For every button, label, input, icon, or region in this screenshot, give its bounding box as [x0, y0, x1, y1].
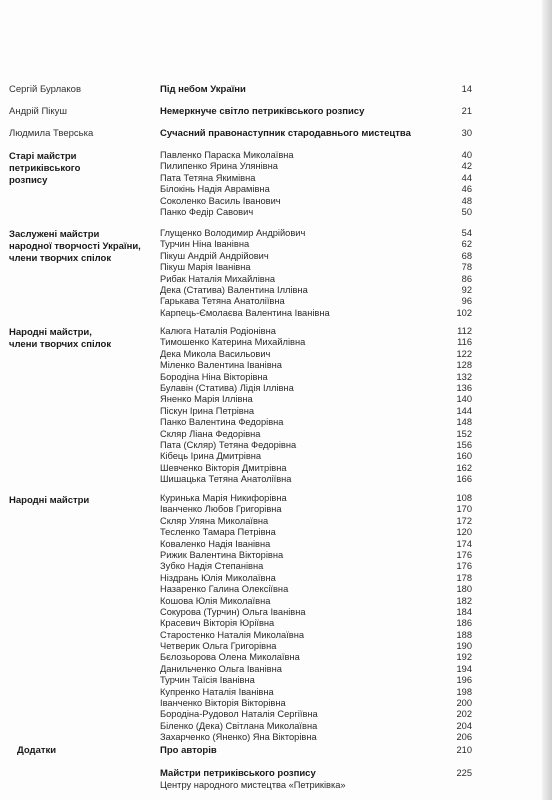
master-name: Старостенко Наталія Миколаївна	[160, 629, 305, 640]
page-number: 78	[461, 262, 472, 273]
page-number: 144	[456, 405, 472, 416]
page-number: 186	[456, 618, 472, 629]
page-number: 102	[456, 307, 472, 318]
page-number: 140	[456, 394, 472, 405]
page-number: 92	[461, 284, 472, 295]
page-number: 162	[456, 462, 472, 473]
master-name: Захарченко (Яненко) Яна Вікторівна	[160, 732, 317, 743]
master-name: Кошова Юлія Миколаївна	[160, 595, 271, 606]
master-name: Пилипенко Ярина Улянівна	[160, 161, 278, 172]
list-item	[0, 285, 552, 296]
list-item	[0, 573, 552, 584]
list-item	[0, 463, 552, 474]
page-number: 120	[456, 527, 472, 538]
section-label-line: Заслужені майстри	[9, 229, 100, 240]
appendix-title: Майстри петриківського розпису	[160, 768, 316, 779]
appendix-title: Про авторів	[160, 745, 217, 756]
list-item	[0, 709, 552, 720]
master-name: Іванченко Вікторія Вікторівна	[160, 698, 286, 709]
page-number: 62	[461, 239, 472, 250]
list-item	[0, 383, 552, 394]
page-number: 54	[461, 228, 472, 238]
list-item	[0, 228, 552, 239]
list-item	[0, 337, 552, 348]
section-label-line: Народні майстри	[9, 495, 90, 506]
author-name: Андрій Пікуш	[9, 106, 68, 117]
list-item	[0, 721, 552, 732]
list-item	[0, 618, 552, 629]
page-number: 182	[456, 595, 472, 606]
master-name: Панко Федір Савович	[160, 206, 254, 217]
list-item	[0, 561, 552, 572]
page-edge-shadow	[542, 0, 552, 800]
page-number: 192	[456, 652, 472, 663]
page-number: 166	[456, 474, 472, 485]
master-name: Бєлозьорова Олена Миколаївна	[160, 652, 300, 663]
page-number: 44	[461, 172, 472, 183]
appendix-label: Додатки	[17, 745, 57, 756]
list-item	[0, 326, 552, 337]
section-entry-list	[0, 326, 552, 485]
master-name: Красевич Вікторія Юріївна	[160, 618, 275, 629]
master-name: Яненко Марія Іллівна	[160, 394, 253, 405]
master-name: Тесленко Тамара Петрівна	[160, 527, 276, 538]
list-item	[0, 173, 552, 184]
page-number: 176	[456, 561, 472, 572]
master-name: Булавін (Статива) Лідія Іллівна	[160, 382, 294, 393]
master-name: Бородіна-Рудовол Наталія Сергіївна	[160, 709, 318, 720]
page-number: 206	[456, 732, 472, 743]
page-number: 174	[456, 538, 472, 549]
page-number: 96	[461, 296, 472, 307]
master-name: Турчин Таїсія Іванівна	[160, 675, 255, 686]
essay-title: Сучасний правонаступник стародавнього мистецтва	[160, 128, 411, 139]
list-item	[0, 372, 552, 383]
master-name: Міленко Валентина Іванівна	[160, 360, 282, 371]
list-item	[0, 687, 552, 698]
page-number: 176	[456, 549, 472, 560]
list-item	[0, 274, 552, 285]
list-item	[0, 262, 552, 273]
page-number: 40	[461, 150, 472, 160]
page-number: 136	[456, 382, 472, 393]
master-name: Рибак Наталія Михайлівна	[160, 273, 276, 284]
master-name: Ніздрань Юлія Миколаївна	[160, 572, 276, 583]
list-item	[0, 698, 552, 709]
master-name: Іванченко Любов Григорівна	[160, 504, 282, 515]
list-item	[0, 308, 552, 319]
master-name: Пікуш Марія Іванівна	[160, 262, 251, 273]
list-item	[0, 550, 552, 561]
master-name: Пата (Скляр) Тетяна Федорівна	[160, 439, 297, 450]
page-number: 116	[457, 337, 472, 348]
page-number: 204	[456, 720, 472, 731]
page-number: 194	[456, 663, 472, 674]
master-name: Калюга Наталія Родіонівна	[160, 326, 276, 336]
list-item	[0, 296, 552, 307]
list-item	[0, 406, 552, 417]
list-item	[0, 596, 552, 607]
master-name: Біленко (Дека) Світлана Миколаївна	[160, 720, 318, 731]
master-name: Скляр Уляна Миколаївна	[160, 515, 269, 526]
page-number: 42	[461, 161, 472, 172]
section-entry-list	[0, 228, 552, 319]
master-name: Данильченко Ольга Іванівна	[160, 663, 282, 674]
page-number: 108	[456, 493, 472, 503]
master-name: Турчин Ніна Іванівна	[160, 239, 250, 250]
master-name: Панко Валентина Федорівна	[160, 417, 284, 428]
master-name: Пата Тетяна Якимівна	[160, 172, 256, 183]
list-item	[0, 161, 552, 172]
master-name: Павленко Параска Миколаївна	[160, 150, 294, 160]
master-name: Шевченко Вікторія Дмитрівна	[160, 462, 287, 473]
master-name: Назаренко Галина Олексіївна	[160, 584, 289, 595]
master-name: Дека (Статива) Валентина Іллівна	[160, 284, 308, 295]
list-item	[0, 184, 552, 195]
master-name: Білокінь Надія Аврамівна	[160, 184, 270, 195]
master-name: Пікуш Андрій Андрійович	[160, 250, 269, 261]
page-number: 210	[456, 745, 472, 755]
page-number: 21	[461, 106, 472, 116]
page-number: 122	[456, 348, 472, 359]
page-number: 152	[456, 428, 472, 439]
master-name: Четверик Ольга Григорівна	[160, 641, 277, 652]
appendix-subtitle: Центру народного мистецтва «Петриківка»	[160, 780, 346, 790]
master-name: Скляр Ліана Федорівна	[160, 428, 261, 439]
master-name: Коваленко Надія Іванівна	[160, 538, 271, 549]
master-name: Гарькава Тетяна Анатоліївна	[160, 296, 285, 307]
page-number: 128	[456, 360, 472, 371]
section-label-line: петриківського	[9, 163, 81, 174]
list-item	[0, 493, 552, 504]
master-name: Піскун Ірина Петрівна	[160, 405, 255, 416]
page-number: 112	[457, 326, 472, 336]
page-number: 170	[456, 504, 472, 515]
master-name: Шишацька Тетяна Анатоліївна	[160, 474, 292, 485]
master-name: Тимошенко Катерина Михайлівна	[160, 337, 306, 348]
section-entry-list	[0, 493, 552, 744]
master-name: Зубко Надія Степанівна	[160, 561, 264, 572]
list-item	[0, 630, 552, 641]
author-name: Сергій Бурлаков	[9, 84, 81, 95]
page-number: 200	[456, 698, 472, 709]
page-number: 132	[456, 371, 472, 382]
page-number: 198	[456, 686, 472, 697]
section-label-line: Народні майстри,	[9, 327, 92, 338]
list-item	[0, 516, 552, 527]
page-number: 225	[456, 768, 472, 778]
list-item	[0, 451, 552, 462]
page-number: 178	[456, 572, 472, 583]
list-item	[0, 675, 552, 686]
page-number: 156	[456, 439, 472, 450]
page-number: 188	[456, 629, 472, 640]
master-name: Купренко Наталія Іванівна	[160, 686, 274, 697]
page-number: 202	[456, 709, 472, 720]
essay-title: Під небом України	[160, 84, 246, 95]
page-number: 48	[461, 195, 472, 206]
master-name: Кібець Ірина Дмитрівна	[160, 451, 262, 462]
list-item	[0, 504, 552, 515]
page-number: 30	[461, 128, 472, 138]
page-number: 148	[456, 417, 472, 428]
page-number: 68	[461, 250, 472, 261]
section-label-line: члени творчих спілок	[9, 253, 112, 264]
list-item	[0, 539, 552, 550]
master-name: Бородіна Ніна Вікторівна	[160, 371, 268, 382]
page-number: 196	[456, 675, 472, 686]
list-item	[0, 474, 552, 485]
page-number: 172	[456, 515, 472, 526]
list-item	[0, 207, 552, 218]
page-number: 46	[461, 184, 472, 195]
page-number: 184	[456, 606, 472, 617]
list-item	[0, 732, 552, 743]
list-item	[0, 239, 552, 250]
list-item	[0, 251, 552, 262]
master-name: Соколенко Василь Іванович	[160, 195, 281, 206]
list-item	[0, 527, 552, 538]
list-item	[0, 360, 552, 371]
master-name: Глущенко Володимир Андрійович	[160, 228, 306, 238]
list-item	[0, 429, 552, 440]
list-item	[0, 664, 552, 675]
list-item	[0, 394, 552, 405]
master-name: Рижик Валентина Вікторівна	[160, 549, 284, 560]
list-item	[0, 641, 552, 652]
section-label-line: народної творчості України,	[9, 241, 141, 252]
section-label-line: члени творчих спілок	[9, 339, 112, 350]
list-item	[0, 652, 552, 663]
section-label-line: розпису	[9, 175, 48, 186]
page-number: 160	[456, 451, 472, 462]
section-entry-list	[0, 150, 552, 218]
essay-title: Немеркнуче світло петриківського розпису	[160, 106, 365, 117]
page-number: 190	[456, 641, 472, 652]
list-item	[0, 196, 552, 207]
list-item	[0, 584, 552, 595]
page-number: 86	[461, 273, 472, 284]
section-label-line: Старі майстри	[9, 151, 77, 162]
list-item	[0, 417, 552, 428]
list-item	[0, 349, 552, 360]
master-name: Сокурова (Турчин) Ольга Іванівна	[160, 606, 306, 617]
master-name: Дека Микола Васильович	[160, 348, 271, 359]
master-name: Карпець-Ємолаєва Валентина Іванівна	[160, 307, 330, 318]
list-item	[0, 150, 552, 161]
page-number: 50	[461, 206, 472, 217]
page-number: 180	[456, 584, 472, 595]
author-name: Людмила Тверська	[9, 128, 94, 139]
page-number: 14	[461, 84, 472, 94]
list-item	[0, 607, 552, 618]
list-item	[0, 440, 552, 451]
master-name: Куринька Марія Никифорівна	[160, 493, 287, 503]
